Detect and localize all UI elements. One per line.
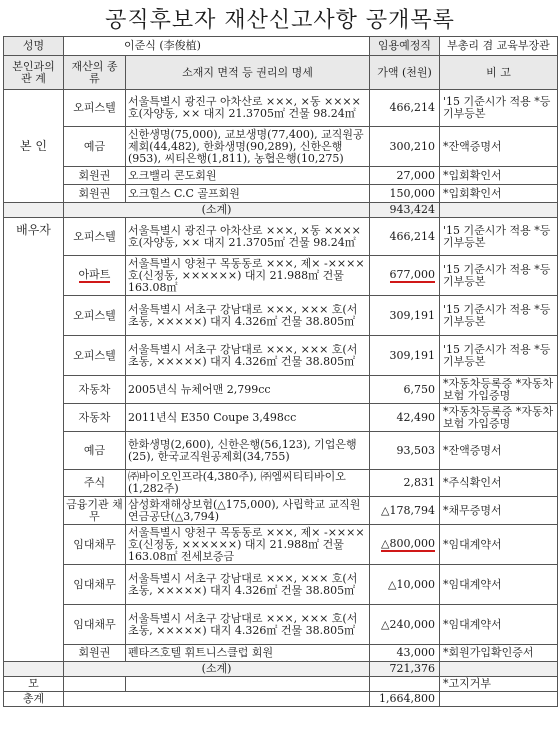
row-value: 466,214 bbox=[370, 218, 440, 256]
row-value: 466,214 bbox=[370, 90, 440, 127]
table-row bbox=[4, 525, 558, 565]
row-kind: 회원권 bbox=[64, 185, 126, 203]
subtotal-label: (소계) bbox=[64, 203, 370, 218]
mother-note: *고지거부 bbox=[440, 677, 558, 692]
row-note: '15 기준시가 적용 *등기부등본 bbox=[440, 336, 558, 376]
row-desc: 서울특별시 광진구 아차산로 ×××, ×동 ××××호(자양동, ×× 대지 21.3705㎡ 건물 98.24㎡ bbox=[126, 90, 370, 127]
table-row bbox=[4, 565, 558, 605]
row-desc: 서울특별시 양천구 목동동로 ×××, 제× -××××호(신정동, ××××××) 대지 21.988㎡ 건물 163.08㎡ 전세보증금 bbox=[126, 525, 370, 565]
row-desc: ㈜바이오인프라(4,380주), ㈜엠씨티티바이오(1,282주) bbox=[126, 470, 370, 497]
subtotal-row bbox=[4, 662, 558, 677]
row-value: 6,750 bbox=[370, 376, 440, 404]
row-note: *자동차등록증 *자동차보험 가입증명 bbox=[440, 376, 558, 404]
row-value: 42,490 bbox=[370, 404, 440, 432]
row-desc: 오크밸리 콘도회원 bbox=[126, 167, 370, 185]
table-row bbox=[4, 497, 558, 525]
row-kind: 오피스텔 bbox=[64, 296, 126, 336]
header-value: 가액 (천원) bbox=[370, 56, 440, 90]
row-note: '15 기준시가 적용 *등기부등본 bbox=[440, 256, 558, 296]
row-desc: 펜타즈호텔 휘트니스클럽 회원 bbox=[126, 645, 370, 662]
row-kind: 금융기관 채무 bbox=[64, 497, 126, 525]
asset-table bbox=[3, 36, 558, 707]
row-value: △10,000 bbox=[370, 565, 440, 605]
subtotal-value: 943,424 bbox=[370, 203, 440, 218]
name-label: 성명 bbox=[4, 37, 64, 56]
row-desc: 서울특별시 광진구 아차산로 ×××, ×동 ××××호(자양동, ×× 대지 21.3705㎡ 건물 98.24㎡ bbox=[126, 218, 370, 256]
header-note: 비 고 bbox=[440, 56, 558, 90]
row-value-highlighted: 677,000 bbox=[389, 267, 435, 281]
row-kind: 회원권 bbox=[64, 167, 126, 185]
subtotal-row bbox=[4, 203, 558, 218]
table-row bbox=[4, 336, 558, 376]
row-desc: 서울특별시 서초구 강남대로 ×××, ××× 호(서초동, ×××××) 대지 4.326㎡ 건물 38.805㎡ bbox=[126, 336, 370, 376]
row-kind: 임대채무 bbox=[64, 565, 126, 605]
relation-self: 본 인 bbox=[4, 90, 64, 203]
row-note: *임대계약서 bbox=[440, 605, 558, 645]
row-note: *잔액증명서 bbox=[440, 127, 558, 167]
row-note: '15 기준시가 적용 *등기부등본 bbox=[440, 90, 558, 127]
row-note: *입회확인서 bbox=[440, 167, 558, 185]
header-relation: 본인과의 관 계 bbox=[4, 56, 64, 90]
row-value: 43,000 bbox=[370, 645, 440, 662]
row-kind: 임대채무 bbox=[64, 525, 126, 565]
row-note: *주식확인서 bbox=[440, 470, 558, 497]
row-kind: 임대채무 bbox=[64, 605, 126, 645]
table-row bbox=[4, 404, 558, 432]
table-row bbox=[4, 296, 558, 336]
table-row bbox=[4, 127, 558, 167]
row-note: *자동차등록증 *자동차보험 가입증명 bbox=[440, 404, 558, 432]
row-kind-highlighted: 아파트 bbox=[78, 267, 111, 281]
row-note: *임대계약서 bbox=[440, 565, 558, 605]
row-desc: 서울특별시 서초구 강남대로 ×××, ××× 호(서초동, ×××××) 대지 4.326㎡ 건물 38.805㎡ bbox=[126, 565, 370, 605]
position-value: 부총리 겸 교육부장관 bbox=[440, 37, 558, 56]
header-kind: 재산의 종 류 bbox=[64, 56, 126, 90]
row-desc: 신한생명(75,000), 교보생명(77,400), 교직원공제회(44,482), 한화생명(90,289), 신한은행(953), 씨티은행(1,811), 농협은행(10,275) bbox=[126, 127, 370, 167]
total-label: 총계 bbox=[4, 692, 64, 707]
row-note: '15 기준시가 적용 *등기부등본 bbox=[440, 296, 558, 336]
document-title: 공직후보자 재산신고사항 공개목록 bbox=[105, 7, 455, 33]
table-row bbox=[4, 605, 558, 645]
row-kind: 회원권 bbox=[64, 645, 126, 662]
row-note: *회원가입확인증서 bbox=[440, 645, 558, 662]
row-desc: 서울특별시 서초구 강남대로 ×××, ××× 호(서초동, ×××××) 대지 4.326㎡ 건물 38.805㎡ bbox=[126, 605, 370, 645]
row-desc: 삼성화재해상보험(△175,000), 사립학교 교직원연금공단(△3,794) bbox=[126, 497, 370, 525]
row-note: *채무증명서 bbox=[440, 497, 558, 525]
relation-spouse: 배우자 bbox=[4, 218, 64, 662]
table-row bbox=[4, 90, 558, 127]
row-desc: 2005년식 뉴체어맨 2,799cc bbox=[126, 376, 370, 404]
table-row bbox=[4, 432, 558, 470]
row-note: *잔액증명서 bbox=[440, 432, 558, 470]
row-value: △240,000 bbox=[370, 605, 440, 645]
row-kind: 예금 bbox=[64, 127, 126, 167]
total-row bbox=[4, 692, 558, 707]
row-desc: 오크힐스 C.C 골프회원 bbox=[126, 185, 370, 203]
row-desc: 서울특별시 양천구 목동동로 ×××, 제× -××××호(신정동, ××××××) 대지 21.988㎡ 건물 163.08㎡ bbox=[126, 256, 370, 296]
row-kind: 오피스텔 bbox=[64, 90, 126, 127]
table-row bbox=[4, 185, 558, 203]
subtotal-label: (소계) bbox=[64, 662, 370, 677]
row-kind: 주식 bbox=[64, 470, 126, 497]
row-value: 27,000 bbox=[370, 167, 440, 185]
relation-mother: 모 bbox=[4, 677, 64, 692]
row-desc: 서울특별시 서초구 강남대로 ×××, ××× 호(서초동, ×××××) 대지 4.326㎡ 건물 38.805㎡ bbox=[126, 296, 370, 336]
table-row bbox=[4, 218, 558, 256]
table-row bbox=[4, 645, 558, 662]
header-desc: 소재지 면적 등 권리의 명세 bbox=[126, 56, 370, 90]
row-kind: 자동차 bbox=[64, 376, 126, 404]
table-row bbox=[4, 167, 558, 185]
row-kind: 오피스텔 bbox=[64, 218, 126, 256]
mother-row bbox=[4, 677, 558, 692]
total-value: 1,664,800 bbox=[370, 692, 440, 707]
row-desc: 2011년식 E350 Coupe 3,498cc bbox=[126, 404, 370, 432]
row-value: 150,000 bbox=[370, 185, 440, 203]
table-row bbox=[4, 256, 558, 296]
row-note: *입회확인서 bbox=[440, 185, 558, 203]
row-note: *임대계약서 bbox=[440, 525, 558, 565]
table-row bbox=[4, 376, 558, 404]
row-value: 309,191 bbox=[370, 336, 440, 376]
row-value: 2,831 bbox=[370, 470, 440, 497]
row-kind: 예금 bbox=[64, 432, 126, 470]
row-value: 309,191 bbox=[370, 296, 440, 336]
row-desc: 한화생명(2,600), 신한은행(56,123), 기업은행(25), 한국교직원공제회(34,755) bbox=[126, 432, 370, 470]
info-row bbox=[4, 37, 558, 56]
subtotal-value: 721,376 bbox=[370, 662, 440, 677]
row-value: 93,503 bbox=[370, 432, 440, 470]
row-kind: 자동차 bbox=[64, 404, 126, 432]
row-value: △178,794 bbox=[370, 497, 440, 525]
row-value-highlighted: △800,000 bbox=[381, 536, 435, 550]
table-row bbox=[4, 470, 558, 497]
row-kind: 오피스텔 bbox=[64, 336, 126, 376]
name-value: 이준식 (李俊植) bbox=[64, 37, 370, 56]
row-note: '15 기준시가 적용 *등기부등본 bbox=[440, 218, 558, 256]
row-value: 300,210 bbox=[370, 127, 440, 167]
header-row bbox=[4, 56, 558, 90]
position-label: 임용예정직 bbox=[370, 37, 440, 56]
